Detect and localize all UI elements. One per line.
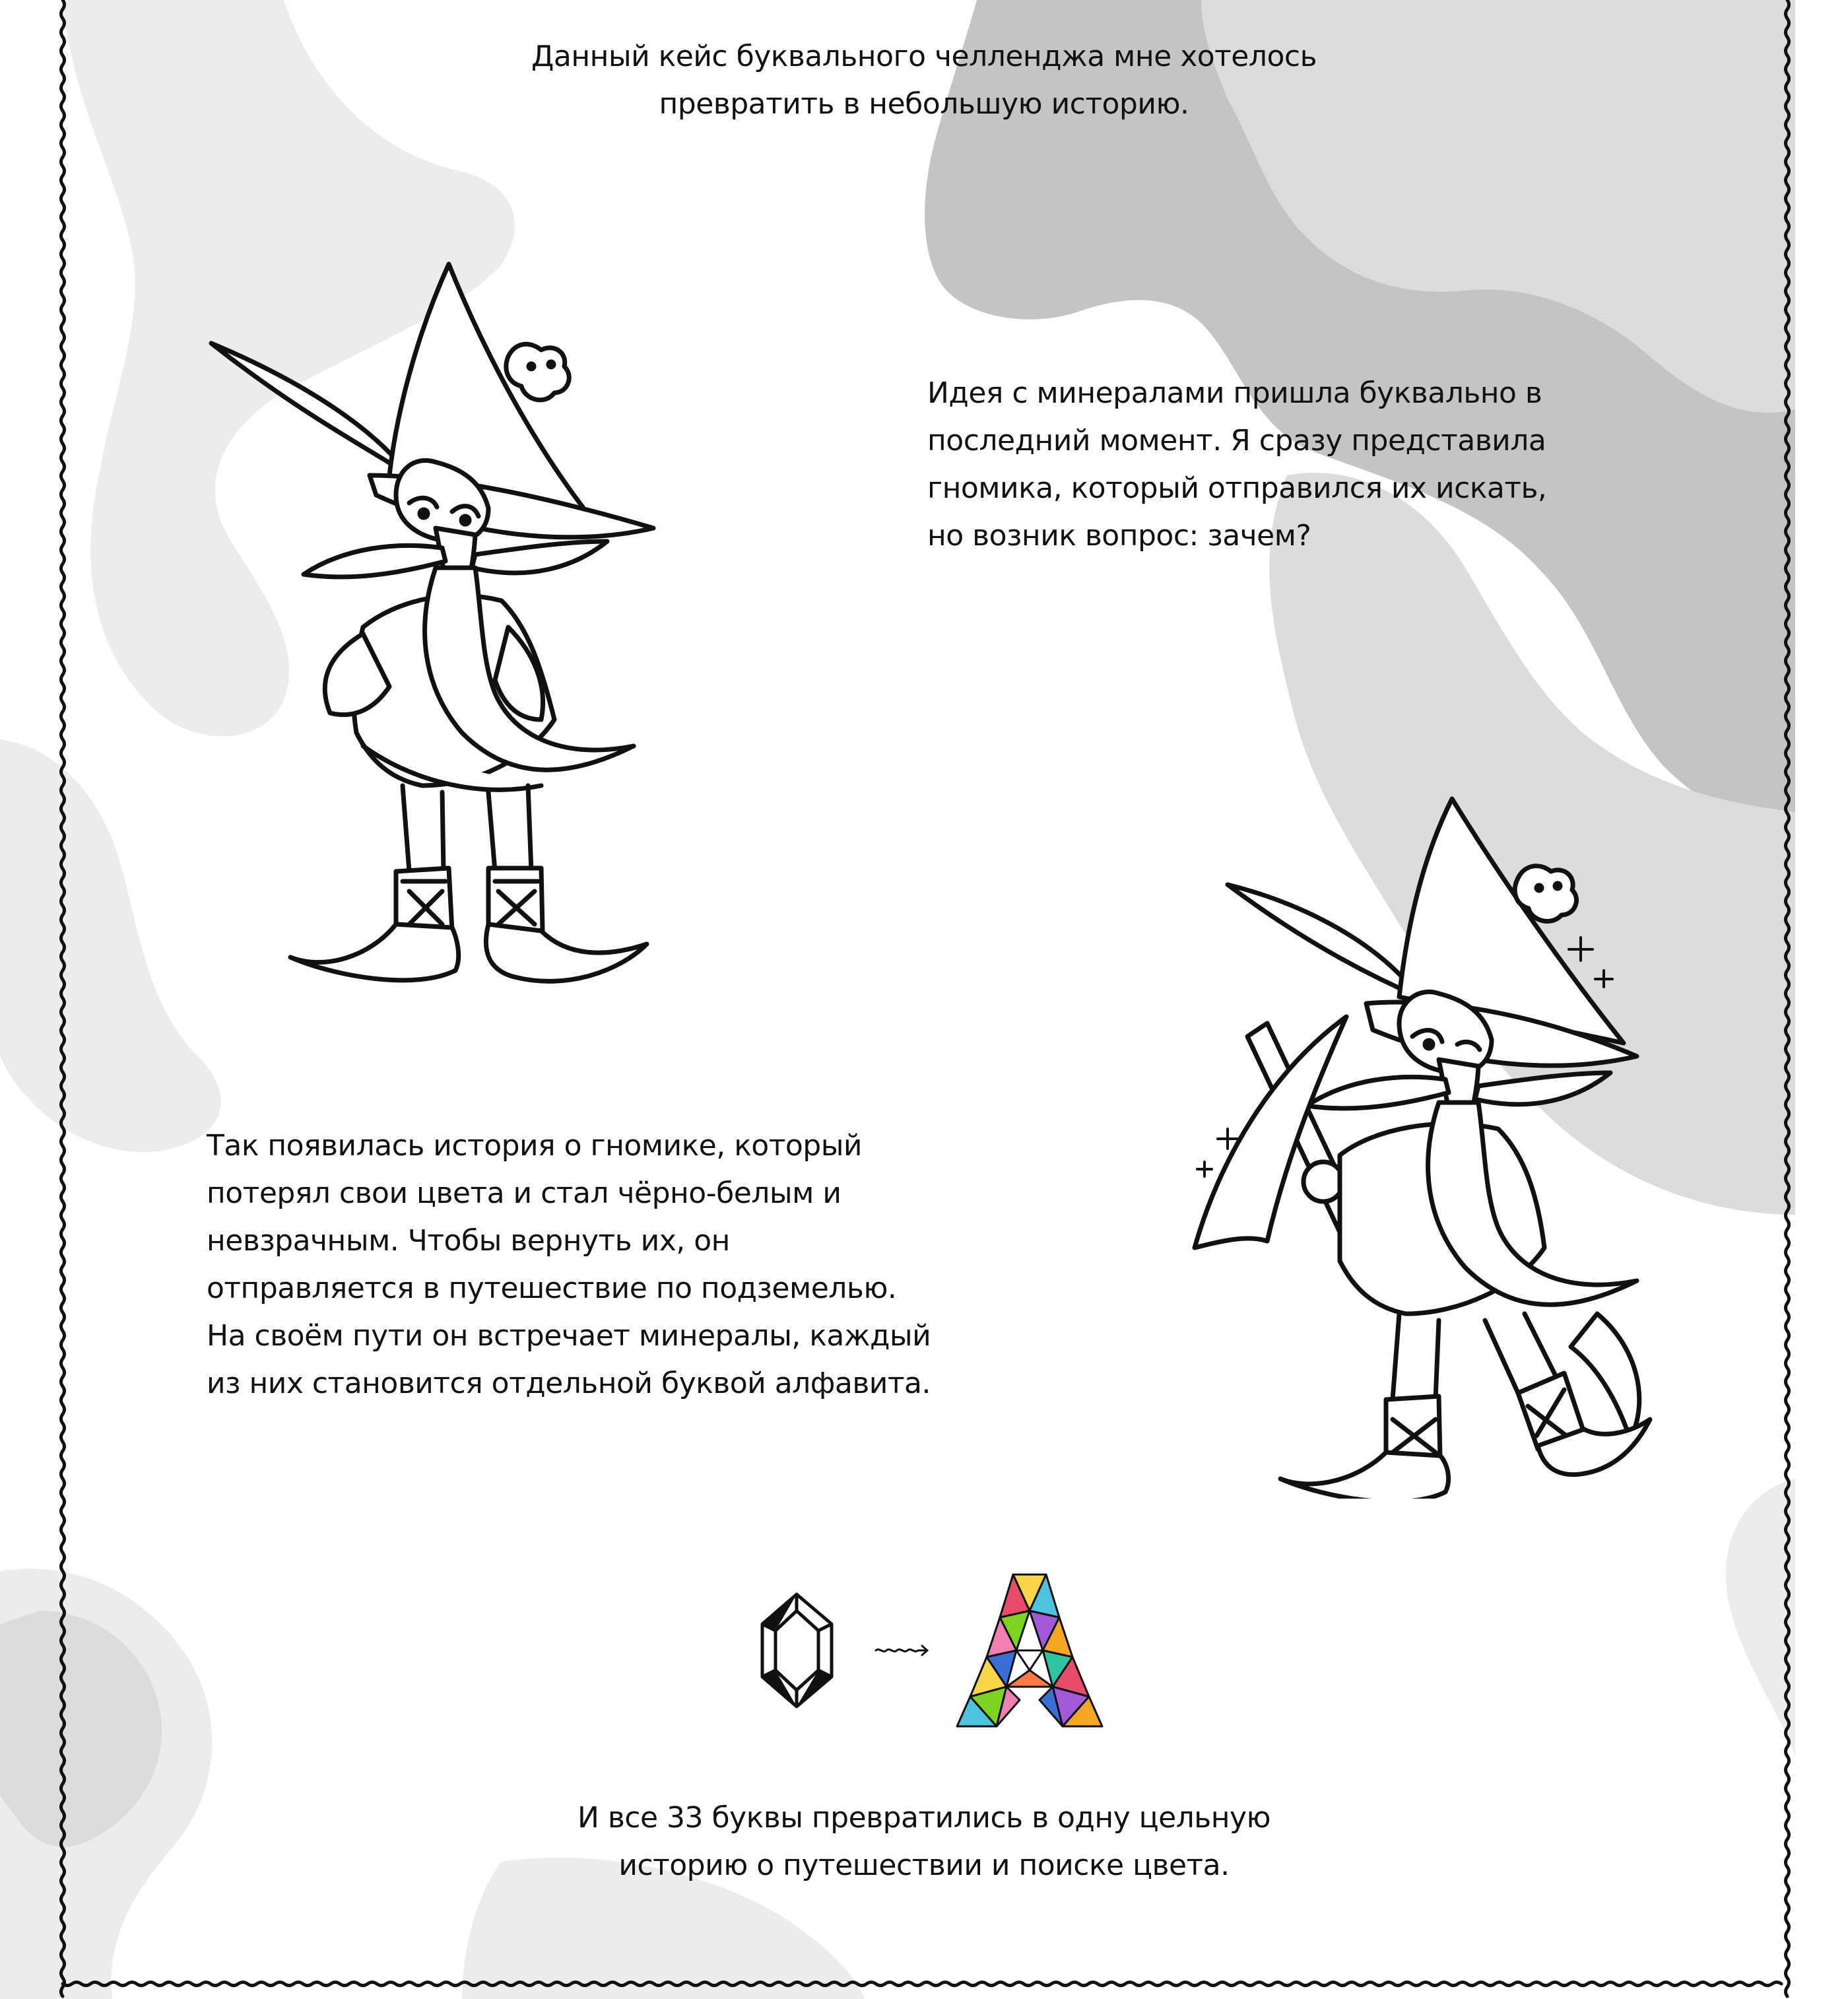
outro-line: И все 33 буквы превратились в одну цельную bbox=[577, 1801, 1271, 1835]
bg-blob-left-mid bbox=[0, 739, 221, 1152]
intro-line: Данный кейс буквального челленджа мне хотелось bbox=[531, 40, 1317, 73]
idea-line: гномика, который отправился их искать, bbox=[927, 471, 1547, 505]
story-text bbox=[207, 1122, 1065, 1407]
mosaic-letter-a-icon bbox=[954, 1571, 1106, 1730]
gnome-standing-illustration bbox=[198, 257, 673, 997]
outro-text bbox=[462, 1794, 1386, 1889]
story-line: невзрачным. Чтобы вернуть их, он bbox=[207, 1224, 730, 1258]
idea-text bbox=[927, 370, 1653, 560]
intro-text bbox=[462, 33, 1386, 128]
story-line: Так появилась история о гномике, который bbox=[207, 1129, 863, 1163]
story-line: отправляется в путешествие по подземелью. bbox=[207, 1271, 897, 1305]
story-line: На своём пути он встречает минералы, каждый bbox=[207, 1319, 931, 1353]
wavy-arrow-icon bbox=[874, 1641, 931, 1660]
outro-line: историю о путешествии и поиске цвета. bbox=[618, 1848, 1230, 1882]
idea-line: но возник вопрос: зачем? bbox=[927, 519, 1311, 553]
idea-line: Идея с минералами пришла буквально в bbox=[927, 376, 1542, 410]
crystal-icon bbox=[756, 1591, 838, 1710]
story-line: из них становится отдельной буквой алфавита. bbox=[207, 1367, 931, 1400]
idea-line: последний момент. Я сразу представила bbox=[927, 424, 1546, 457]
story-line: потерял свои цвета и стал чёрно-белым и bbox=[207, 1176, 842, 1210]
intro-line: превратить в небольшую историю. bbox=[659, 87, 1189, 121]
bg-blob-bottom-right bbox=[1726, 1479, 1795, 1756]
gnome-with-pickaxe-illustration bbox=[1175, 786, 1663, 1499]
